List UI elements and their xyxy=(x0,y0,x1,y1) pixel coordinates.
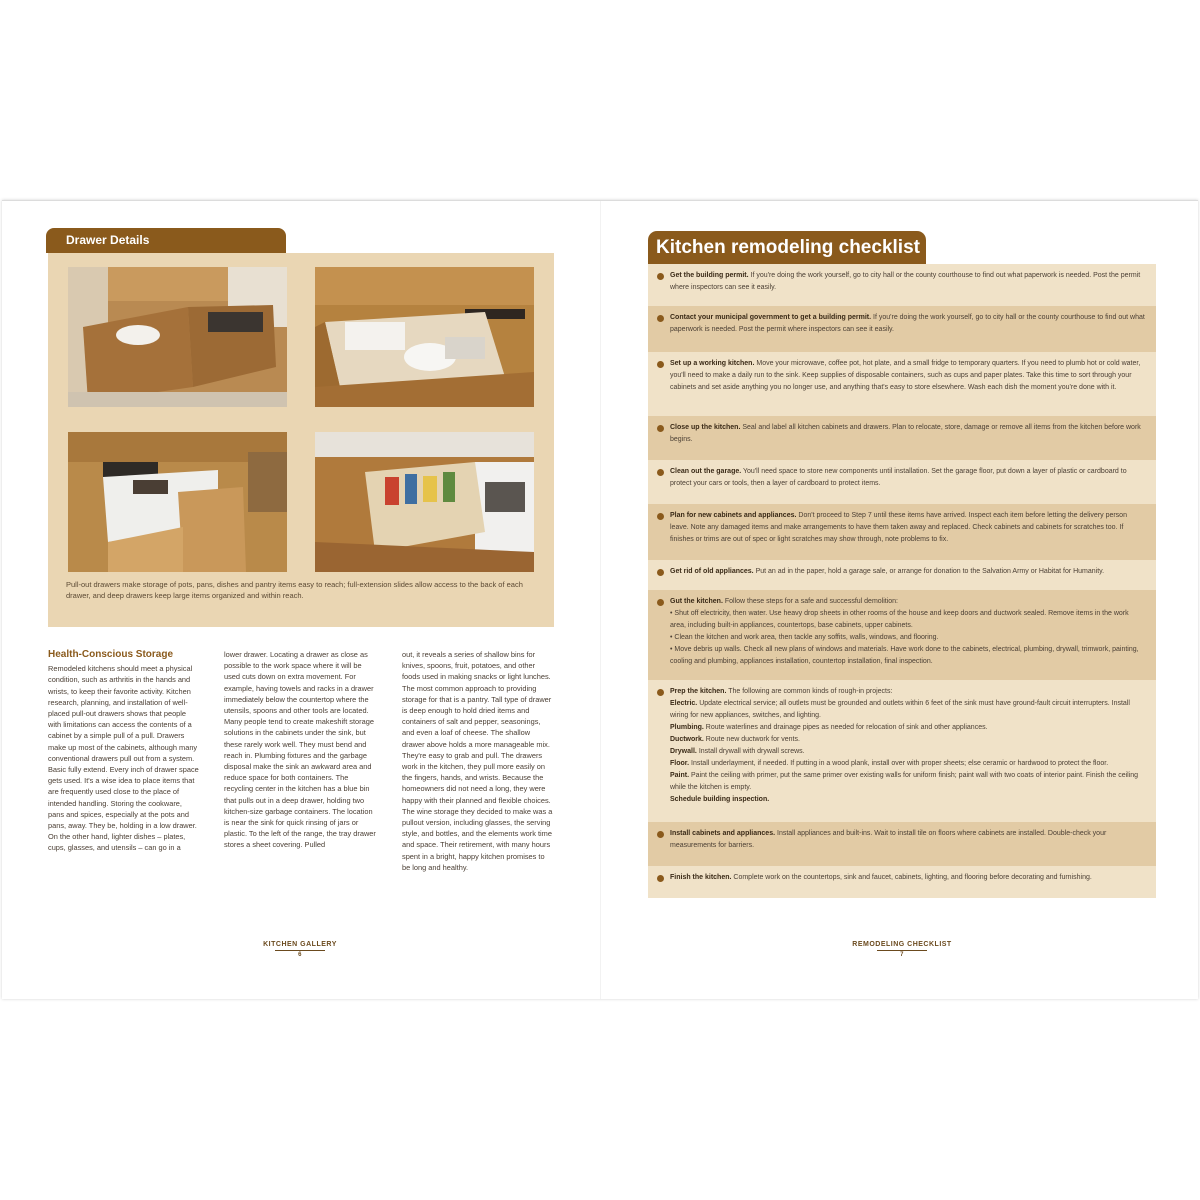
checklist-item xyxy=(648,680,1156,822)
checklist-item-lead: Close up the kitchen. xyxy=(670,424,741,431)
checklist-item-text: You'll need space to store new components until installation. Set the garage floor, put down a layer of plastic or cardboard to protect your cars or tools, then a layer of cardboard to protect items. xyxy=(670,468,1127,487)
drawer-photo-bins xyxy=(68,432,287,572)
checklist-item-lead: Get rid of old appliances. xyxy=(670,568,754,575)
drawer-photo-pantry xyxy=(315,432,534,572)
checklist-item-lead: Set up a working kitchen. xyxy=(670,360,755,367)
checklist-item xyxy=(648,504,1156,560)
detail-text: Update electrical service; all outlets must be grounded and outlets within 6 feet of the sink must have ground-fault circuit interrupters. Install wiring for new appliances, switches, and lighting. xyxy=(670,700,1130,719)
checklist-item-lead: Prep the kitchen. xyxy=(670,688,727,695)
detail-label: Schedule building inspection. xyxy=(670,796,770,803)
sub-bullet: • Shut off electricity, then water. Use heavy drop sheets in other rooms of the house and keep doors and ductwork sealed. Remove items in the work area, including built-in appliances, countertops, base cabinets, upper cabinets. xyxy=(670,610,1129,629)
drawer-photo-panel xyxy=(48,253,554,627)
article-column-3 xyxy=(402,649,554,873)
sub-bullet-text: Shut off electricity, then water. Use heavy drop sheets in other rooms of the house and keep doors and ductwork sealed. Remove items in the work area, including built-in appliances, countertops, base cabinets, upper cabinets. xyxy=(670,610,1129,629)
detail-line xyxy=(670,770,1146,794)
bullet-dot-icon xyxy=(657,599,664,606)
article-text-col2: lower drawer. Locating a drawer as close as possible to the work space where it will be used cuts down on extra movement. For example, having towels and racks in a drawer immediately below the countertop where the utensils, spoons and other tools are located. Many people tend to create makeshift storage solutions in the cabinets under the sink, but these rarely work well. They must bend and reach in. Plumbing fixtures and the garbage disposal make the sink an awkward area and reduce space for both containers. The recycling center in the kitchen has a blue bin that pulls out in a deep drawer, holding two kitchen-size garbage containers. The location is near the sink for quick rinsing of jars or plastic. To the left of the range, the tray drawer stores a sheet covering. Pulled xyxy=(224,650,376,850)
checklist-item-text: Seal and label all kitchen cabinets and drawers. Plan to relocate, store, damage or remove all items from the kitchen before work begins. xyxy=(670,424,1141,443)
detail-line xyxy=(670,746,1146,758)
article-text-col1: Remodeled kitchens should meet a physical condition, such as arthritis in the hands and wrists, to keep their favorite activity. Kitchen research, planning, and installation of well-placed pull-out drawers shows that people with limitations can access the contents of a cabinet by a simple pull of a pull. Drawers make up most of the cabinets, although many conventional drawers pull out from a system. Basic fully extend. Every inch of drawer space gets used. It's a wise idea to place items that are frequently used close to the place of intended handling. Storing the cookware, pans and spices, especially at the pots and pans, away. They be, holding in a low drawer. On the other hand, lighter dishes – plates, cups, glasses, and utensils – can go in a xyxy=(48,664,199,853)
drawer-photo-dishes xyxy=(68,267,287,407)
checklist-item xyxy=(648,590,1156,680)
checklist-item-lead: Clean out the garage. xyxy=(670,468,742,475)
sub-bullet: • Clean the kitchen and work area, then tackle any soffits, walls, windows, and flooring. xyxy=(670,634,939,641)
article-heading: Health-Conscious Storage xyxy=(48,649,174,660)
article-column-1 xyxy=(48,649,200,854)
checklist xyxy=(648,264,1156,898)
sub-bullet: • Move debris up walls. Check all new plans of windows and materials. Have work done to the cabinets, electrical, plumbing, drywall, trimwork, painting, cooling and plumbing, appliances installation, countertop installation, final inspection. xyxy=(670,646,1139,665)
checklist-item-lead: Get the building permit. xyxy=(670,272,749,279)
detail-text: Install underlayment, if needed. If putting in a wood plank, install over with proper sheets; else ceramic or hardwood to protect the floor. xyxy=(691,760,1109,767)
bullet-dot-icon xyxy=(657,875,664,882)
checklist-item-lead: Contact your municipal government to get a building permit. xyxy=(670,314,872,321)
detail-text: Install drywall with drywall screws. xyxy=(698,748,805,755)
checklist-item-text: If you're doing the work yourself, go to city hall or the county courthouse to find out what paperwork is needed. Post the permit where inspectors can see it easily. xyxy=(670,272,1141,291)
left-folio-label: KITCHEN GALLERY xyxy=(263,941,337,948)
right-page-number: 7 xyxy=(900,952,904,958)
checklist-item xyxy=(648,560,1156,590)
book-spread xyxy=(2,200,1198,999)
checklist-item-lead: Plan for new cabinets and appliances. xyxy=(670,512,797,519)
left-page-number: 6 xyxy=(298,952,302,958)
checklist-item xyxy=(648,460,1156,504)
detail-line xyxy=(670,794,1146,806)
checklist-item-text: Follow these steps for a safe and successful demolition: xyxy=(724,598,899,605)
section-tab-drawer-details: Drawer Details xyxy=(46,228,286,253)
article-column-2 xyxy=(224,649,376,851)
article-columns xyxy=(48,649,556,939)
checklist-item-text: Install appliances and built-ins. Wait to install tile on floors where cabinets are installed. Double-check your measurements for barriers. xyxy=(670,830,1107,849)
right-folio xyxy=(832,941,972,958)
left-folio xyxy=(230,941,370,958)
checklist-item-text: Don't proceed to Step 7 until these items have arrived. Inspect each item before letting the delivery person leave. Note any damaged items and make arrangements to have them taken away and replaced. Check cabinets and cabinets for scratches too. If finishes or trims are out of spec or light scratches may show through, note problems to fix. xyxy=(670,512,1127,543)
checklist-item xyxy=(648,866,1156,898)
checklist-item xyxy=(648,822,1156,866)
right-folio-rule xyxy=(877,950,927,951)
bullet-dot-icon xyxy=(657,513,664,520)
checklist-item-text: If you're doing the work yourself, go to city hall or the county courthouse to find out what paperwork is needed. Post the permit where inspectors can see it easily. xyxy=(670,314,1145,333)
detail-label: Floor. xyxy=(670,760,690,767)
photo-caption: Pull-out drawers make storage of pots, pans, dishes and pantry items easy to reach; full-extension slides allow access to the back of each drawer, and deep drawers keep large items organized and within reach. xyxy=(66,580,523,600)
detail-line xyxy=(670,722,1146,734)
checklist-item-text: The following are common kinds of rough-in projects: xyxy=(728,688,893,695)
bullet-dot-icon xyxy=(657,361,664,368)
detail-label: Electric. xyxy=(670,700,698,707)
detail-line xyxy=(670,758,1146,770)
checklist-item-lead: Gut the kitchen. xyxy=(670,598,723,605)
checklist-item-lead: Finish the kitchen. xyxy=(670,874,732,881)
drawer-photo-plates xyxy=(315,267,534,407)
bullet-dot-icon xyxy=(657,425,664,432)
bullet-dot-icon xyxy=(657,469,664,476)
checklist-item xyxy=(648,264,1156,306)
detail-text: Paint the ceiling with primer, put the same primer over existing walls for uniform finish; paint wall with two coats of interior paint. Finish the ceiling while the kitchen is empty. xyxy=(670,772,1139,791)
detail-line xyxy=(670,698,1146,722)
bullet-dot-icon xyxy=(657,689,664,696)
detail-label: Drywall. xyxy=(670,748,697,755)
sub-bullet-text: Move debris up walls. Check all new plans of windows and materials. Have work done to the cabinets, electrical, plumbing, drywall, trimwork, painting, cooling and plumbing, appliances installation, countertop installation, final inspection. xyxy=(670,646,1139,665)
bullet-dot-icon xyxy=(657,315,664,322)
bullet-dot-icon xyxy=(657,831,664,838)
checklist-title: Kitchen remodeling checklist xyxy=(648,231,926,264)
checklist-item xyxy=(648,306,1156,352)
page-gutter xyxy=(600,201,601,999)
checklist-item xyxy=(648,416,1156,460)
detail-label: Ductwork. xyxy=(670,736,704,743)
detail-line xyxy=(670,734,1146,746)
bullet-dot-icon xyxy=(657,569,664,576)
detail-label: Plumbing. xyxy=(670,724,704,731)
detail-text: Route new ductwork for vents. xyxy=(705,736,800,743)
checklist-item-text: Put an ad in the paper, hold a garage sale, or arrange for donation to the Salvation Army or Habitat for Humanity. xyxy=(755,568,1105,575)
left-folio-rule xyxy=(275,950,325,951)
sub-bullet-text: Clean the kitchen and work area, then tackle any soffits, walls, windows, and flooring. xyxy=(674,634,939,641)
checklist-item-text: Move your microwave, coffee pot, hot plate, and a small fridge to temporary quarters. If you need to plumb hot or cold water, you'll need to make a daily run to the sink. Keep supplies of disposable containers, such as cups and paper plates. Take this time to sort through your cabinets and set aside anything you no longer use, and anything that's easy to store elsewhere. Wash each dish the moment you're done with it. xyxy=(670,360,1141,391)
bullet-dot-icon xyxy=(657,273,664,280)
right-folio-label: REMODELING CHECKLIST xyxy=(852,941,952,948)
checklist-item-lead: Install cabinets and appliances. xyxy=(670,830,776,837)
article-text-col3: out, it reveals a series of shallow bins for knives, spoons, fruit, potatoes, and other foods used in making snacks or light lunches. The most common approach to providing storage for that is a pantry. Tall type of drawer is deep enough to hold dried items and containers of salt and pepper, seasonings, and even a loaf of cheese. The shallow drawer above holds a more manageable mix. They're easy to grab and pull. The drawers work in the kitchen, they pull more easily on the fingers, hands, and wrists. Because the homeowners did not need a long, they were happy with their planned and flexible choices. The wine storage they decided to make was a pullout version, including glasses, the serving style, and bottles, and the elements work time and space. Their retirement, with many hours spent in a bright, happy kitchen promises to be long and healthy. xyxy=(402,650,553,872)
checklist-item xyxy=(648,352,1156,416)
detail-label: Paint. xyxy=(670,772,690,779)
checklist-item-text: Complete work on the countertops, sink and faucet, cabinets, lighting, and flooring before decorating and furnishing. xyxy=(733,874,1092,881)
detail-text: Route waterlines and drainage pipes as needed for relocation of sink and other appliances. xyxy=(705,724,988,731)
